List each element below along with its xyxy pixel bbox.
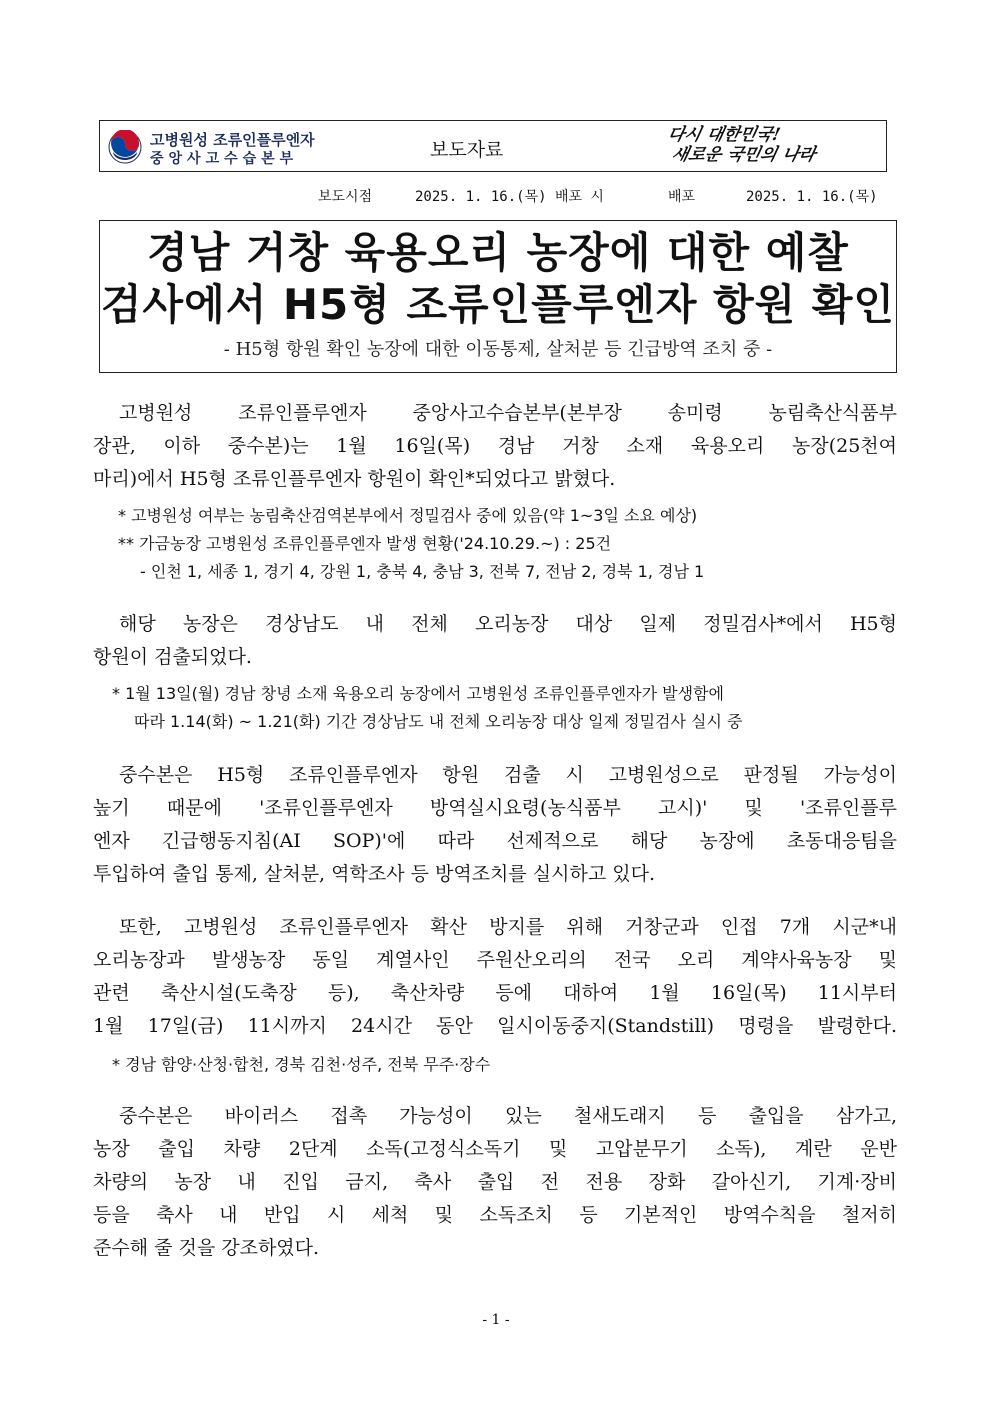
logo-text-line1: 고병원성 조류인플루엔자 — [150, 131, 315, 149]
header-box — [99, 120, 887, 172]
paragraph-line: 차량의 농장 내 진입 금지, 축사 출입 전 전용 장화 갈아신기, 기계·장비 — [93, 1171, 897, 1193]
paragraph-line: 장관, 이하 중수본)는 1월 16일(목) 경남 거창 소재 육용오리 농장(25천여 — [93, 435, 897, 457]
paragraph-line: 등을 축사 내 반입 시 세척 및 소독조치 등 기본적인 방역수칙을 철저히 — [93, 1204, 897, 1226]
paragraph-line: 중수본은 바이러스 접촉 가능성이 있는 철새도래지 등 출입을 삼가고, — [119, 1105, 897, 1127]
paragraph-line: 마리)에서 H5형 조류인플루엔자 항원이 확인*되었다고 밝혔다. — [93, 468, 616, 490]
footnote-3: * 1월 13일(월) 경남 창녕 소재 육용오리 농장에서 고병원성 조류인플루엔자가 발생함에 — [112, 684, 724, 703]
footnote-2-detail: - 인천 1, 세종 1, 경기 4, 강원 1, 충북 4, 충남 3, 전북 7, 전남 2, 경북 1, 경남 1 — [140, 562, 705, 581]
footnote-4: * 경남 함양·산청·합천, 경북 김천·성주, 전북 무주·장수 — [112, 1055, 491, 1074]
slogan-line1: 다시 대한민국! — [665, 125, 783, 145]
page-number: - 1 - — [482, 1312, 510, 1328]
paragraph-line: 투입하여 출입 통제, 살처분, 역학조사 등 방역조치를 실시하고 있다. — [93, 863, 655, 885]
paragraph-line: 농장 출입 차량 2단계 소독(고정식소독기 및 고압분무기 소독), 계란 운반 — [93, 1138, 897, 1160]
taegeuk-logo-icon — [108, 130, 142, 164]
release-time-value: 2025. 1. 16.(목) 배포 시 — [415, 189, 604, 205]
paragraph-line: 해당 농장은 경상남도 내 전체 오리농장 대상 일제 정밀검사*에서 H5형 — [119, 613, 897, 635]
paragraph-3 — [93, 759, 897, 891]
paragraph-line: 항원이 검출되었다. — [93, 646, 252, 668]
slogan-handwriting — [665, 125, 878, 169]
paragraph-line: 1월 17일(금) 11시까지 24시간 동안 일시이동중지(Standstill) 명령을 발령한다. — [93, 1015, 897, 1037]
press-release-label: 보도자료 — [430, 139, 504, 161]
paragraph-line: 준수해 줄 것을 강조하였다. — [93, 1237, 320, 1259]
headline-line1: 경남 거창 육용오리 농장에 대한 예찰 — [147, 228, 849, 277]
paragraph-line: 중수본은 H5형 조류인플루엔자 항원 검출 시 고병원성으로 판정될 가능성이 — [119, 764, 897, 786]
paragraph-2 — [93, 608, 897, 674]
paragraph-line: 오리농장과 발생농장 동일 계열사인 주원산오리의 전국 오리 계약사육농장 및 — [93, 949, 897, 971]
agency-logo — [108, 127, 358, 167]
headline-line2: 검사에서 H5형 조류인플루엔자 항원 확인 — [100, 280, 895, 329]
release-time-label: 보도시점 — [318, 189, 373, 205]
distribution-label: 배포 — [668, 189, 696, 205]
footnote-1: * 고병원성 여부는 농림축산검역본부에서 정밀검사 중에 있음(약 1~3일 소요 예상) — [118, 506, 698, 525]
paragraph-line: 높기 때문에 '조류인플루엔자 방역실시요령(농식품부 고시)' 및 '조류인플루 — [93, 797, 897, 819]
paragraph-5 — [93, 1100, 897, 1265]
paragraph-1 — [93, 397, 897, 496]
footnote-2: ** 가금농장 고병원성 조류인플루엔자 발생 현황('24.10.29.~) : 25건 — [118, 534, 612, 553]
paragraph-line: 엔자 긴급행동지침(AI SOP)'에 따라 선제적으로 해당 농장에 초동대응팀을 — [93, 830, 897, 852]
paragraph-line: 고병원성 조류인플루엔자 중앙사고수습본부(본부장 송미령 농림축산식품부 — [119, 402, 897, 424]
headline-subtitle: - H5형 항원 확인 농장에 대한 이동통제, 살처분 등 긴급방역 조치 중 - — [223, 339, 773, 360]
paragraph-4 — [93, 911, 897, 1043]
footnote-3-cont: 따라 1.14(화) ~ 1.21(화) 기간 경상남도 내 전체 오리농장 대상 일제 정밀검사 실시 중 — [134, 712, 743, 731]
logo-text-line2: 중앙사고수습본부 — [150, 151, 299, 167]
distribution-value: 2025. 1. 16.(목) — [746, 189, 878, 205]
slogan-line2: 새로운 국민의 나라 — [669, 145, 818, 165]
paragraph-line: 또한, 고병원성 조류인플루엔자 확산 방지를 위해 거창군과 인접 7개 시군*내 — [119, 916, 897, 938]
paragraph-line: 관련 축산시설(도축장 등), 축산차량 등에 대하여 1월 16일(목) 11시부터 — [93, 982, 897, 1004]
headline-box — [99, 220, 897, 373]
